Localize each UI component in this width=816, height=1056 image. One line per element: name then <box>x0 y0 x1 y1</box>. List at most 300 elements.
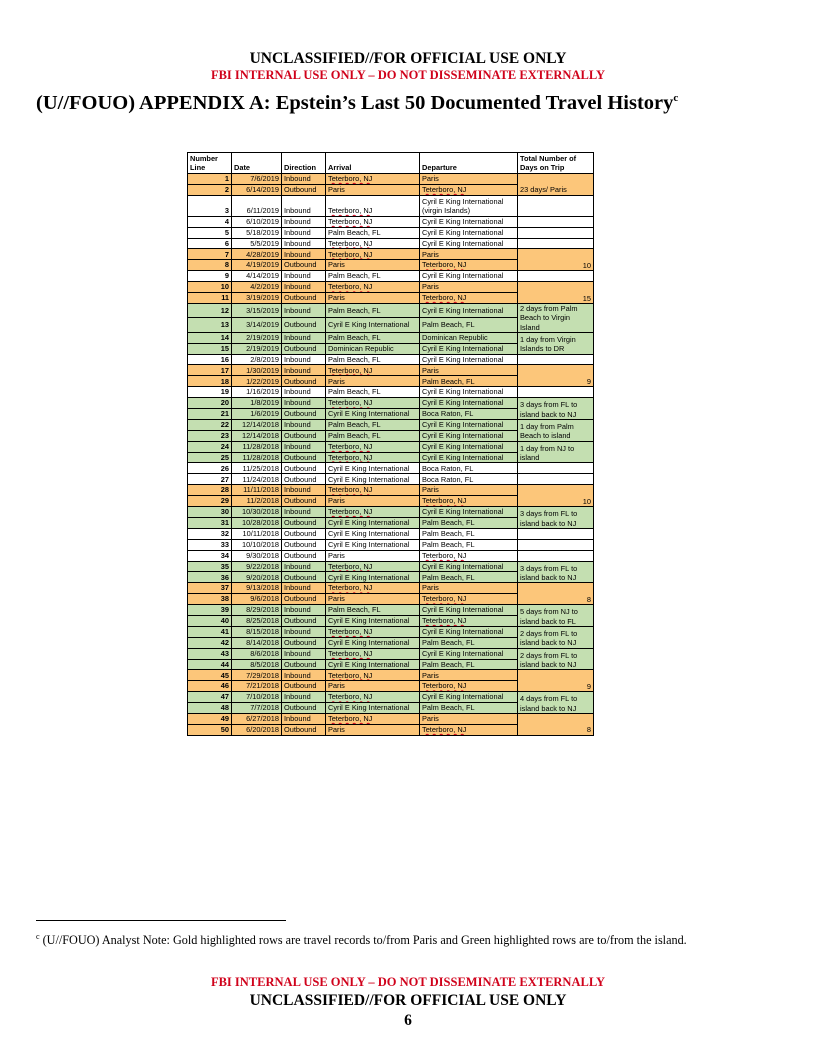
cell-arrival <box>326 441 420 452</box>
cell-number: 17 <box>188 365 232 376</box>
cell-arrival: Paris <box>326 681 420 692</box>
cell-arrival: Palm Beach, FL <box>326 332 420 343</box>
cell-total-days <box>518 227 594 238</box>
cell-number: 8 <box>188 260 232 271</box>
table-row <box>188 365 594 376</box>
cell-number: 28 <box>188 485 232 496</box>
cell-number: 21 <box>188 409 232 420</box>
cell-date: 9/22/2018 <box>232 561 282 572</box>
table-row <box>188 249 594 260</box>
cell-number: 34 <box>188 550 232 561</box>
cell-direction: Inbound <box>282 271 326 282</box>
cell-total-days: 5 days from NJ to island back to FL <box>518 605 594 627</box>
cell-number: 35 <box>188 561 232 572</box>
table-row <box>188 354 594 365</box>
header-total-days: Total Number of Days on Trip <box>518 153 594 174</box>
cell-date: 6/11/2019 <box>232 195 282 216</box>
cell-arrival: Cyril E King International <box>326 474 420 485</box>
cell-number: 19 <box>188 387 232 398</box>
cell-number: 31 <box>188 517 232 528</box>
cell-date: 8/29/2018 <box>232 605 282 616</box>
spellcheck-underlined-text: Teterboro, NJ <box>328 670 373 680</box>
table-row <box>188 583 594 594</box>
cell-date: 2/8/2019 <box>232 354 282 365</box>
table-row <box>188 539 594 550</box>
cell-total-days: 2 days from Palm Beach to Virgin Island <box>518 303 594 332</box>
cell-direction: Inbound <box>282 561 326 572</box>
spellcheck-underlined-text: Teterboro, NJ <box>328 626 373 636</box>
cell-date: 10/10/2018 <box>232 539 282 550</box>
cell-number: 12 <box>188 303 232 317</box>
cell-direction: Inbound <box>282 249 326 260</box>
spellcheck-underlined-text: Teterboro, NJ <box>328 249 373 259</box>
cell-date: 7/29/2018 <box>232 670 282 681</box>
cell-arrival <box>326 238 420 249</box>
spellcheck-underlined-text: Teterboro, NJ <box>328 174 373 184</box>
spellcheck-underlined-text: Teterboro, NJ <box>422 496 467 506</box>
spellcheck-underlined-text: Teterboro, NJ <box>328 365 373 375</box>
cell-arrival: Paris <box>326 496 420 507</box>
cell-departure: Paris <box>420 365 518 376</box>
cell-arrival <box>326 365 420 376</box>
cell-number: 26 <box>188 463 232 474</box>
cell-departure <box>420 681 518 692</box>
spellcheck-underlined-text: Teterboro, NJ <box>328 441 373 451</box>
cell-arrival: Paris <box>326 260 420 271</box>
cell-date: 7/10/2018 <box>232 692 282 703</box>
table-row <box>188 605 594 616</box>
cell-arrival: Palm Beach, FL <box>326 605 420 616</box>
cell-arrival <box>326 692 420 703</box>
cell-date: 9/30/2018 <box>232 550 282 561</box>
cell-number: 10 <box>188 282 232 293</box>
table-row <box>188 561 594 572</box>
cell-date: 6/27/2018 <box>232 713 282 724</box>
cell-direction: Inbound <box>282 419 326 430</box>
cell-direction: Outbound <box>282 572 326 583</box>
cell-departure: Cyril E King International <box>420 441 518 452</box>
cell-direction: Outbound <box>282 517 326 528</box>
cell-arrival <box>326 452 420 463</box>
cell-total-days: 10 <box>518 249 594 271</box>
cell-number: 6 <box>188 238 232 249</box>
cell-departure: Paris <box>420 249 518 260</box>
spellcheck-underlined-text: Teterboro, NJ <box>328 648 373 658</box>
cell-departure: Cyril E King International <box>420 626 518 637</box>
cell-arrival: Cyril E King International <box>326 517 420 528</box>
spellcheck-underlined-text: Teterboro, NJ <box>328 583 373 593</box>
cell-number: 2 <box>188 184 232 195</box>
cell-arrival: Cyril E King International <box>326 318 420 332</box>
spellcheck-underlined-text: Teterboro, NJ <box>328 282 373 292</box>
cell-arrival: Cyril E King International <box>326 637 420 648</box>
cell-number: 27 <box>188 474 232 485</box>
cell-departure: Palm Beach, FL <box>420 659 518 670</box>
cell-date: 6/14/2019 <box>232 184 282 195</box>
table-row <box>188 271 594 282</box>
cell-number: 23 <box>188 430 232 441</box>
title-footnote-mark: c <box>673 92 679 105</box>
cell-number: 42 <box>188 637 232 648</box>
footnote-text: (U//FOUO) Analyst Note: Gold highlighted rows are travel records to/from Paris and Green highlighted rows are to/from the island. <box>39 933 687 948</box>
cell-date: 11/24/2018 <box>232 474 282 485</box>
table-row <box>188 441 594 452</box>
cell-total-days: 3 days from FL to island back to NJ <box>518 561 594 583</box>
table-row <box>188 507 594 518</box>
cell-number: 40 <box>188 615 232 626</box>
cell-direction: Outbound <box>282 681 326 692</box>
cell-departure: Palm Beach, FL <box>420 637 518 648</box>
spellcheck-underlined-text: Teterboro, NJ <box>328 485 373 495</box>
cell-total-days <box>518 387 594 398</box>
cell-arrival: Cyril E King International <box>326 528 420 539</box>
cell-number: 4 <box>188 216 232 227</box>
cell-arrival <box>326 670 420 681</box>
spellcheck-underlined-text: Teterboro, NJ <box>328 216 373 226</box>
cell-arrival <box>326 216 420 227</box>
cell-arrival: Palm Beach, FL <box>326 227 420 238</box>
cell-direction: Outbound <box>282 724 326 735</box>
cell-departure <box>420 496 518 507</box>
cell-arrival: Palm Beach, FL <box>326 303 420 317</box>
cell-number: 33 <box>188 539 232 550</box>
cell-arrival <box>326 174 420 185</box>
spellcheck-underlined-text: Teterboro, NJ <box>422 725 467 734</box>
spellcheck-underlined-text: Teterboro, NJ <box>422 616 467 626</box>
spellcheck-underlined-text: Teterboro, NJ <box>422 185 467 195</box>
cell-arrival: Palm Beach, FL <box>326 354 420 365</box>
cell-date: 2/19/2019 <box>232 343 282 354</box>
cell-date: 9/6/2018 <box>232 594 282 605</box>
spellcheck-underlined-text: Teterboro, NJ <box>328 561 373 571</box>
cell-total-days: 2 days from FL to island back to NJ <box>518 648 594 670</box>
spellcheck-underlined-text: Teterboro, NJ <box>328 692 373 702</box>
table-row <box>188 174 594 185</box>
cell-arrival: Palm Beach, FL <box>326 387 420 398</box>
cell-number: 13 <box>188 318 232 332</box>
cell-number: 29 <box>188 496 232 507</box>
cell-number: 1 <box>188 174 232 185</box>
spellcheck-underlined-text: Teterboro, NJ <box>422 260 467 270</box>
dissemination-header: FBI INTERNAL USE ONLY – DO NOT DISSEMINATE EXTERNALLY <box>210 68 606 82</box>
cell-number: 37 <box>188 583 232 594</box>
cell-direction: Outbound <box>282 343 326 354</box>
cell-direction: Outbound <box>282 260 326 271</box>
cell-departure: Cyril E King International <box>420 430 518 441</box>
cell-departure: Paris <box>420 670 518 681</box>
cell-date: 6/20/2018 <box>232 724 282 735</box>
cell-total-days <box>518 216 594 227</box>
table-row <box>188 195 594 216</box>
cell-direction: Inbound <box>282 626 326 637</box>
travel-history-table <box>187 152 594 736</box>
table-row <box>188 282 594 293</box>
page-title <box>36 92 678 115</box>
cell-direction: Inbound <box>282 282 326 293</box>
cell-arrival: Palm Beach, FL <box>326 419 420 430</box>
spellcheck-underlined-text: Teterboro, NJ <box>328 206 373 216</box>
cell-arrival: Dominican Republic <box>326 343 420 354</box>
cell-arrival <box>326 398 420 409</box>
cell-number: 32 <box>188 528 232 539</box>
cell-departure: Palm Beach, FL <box>420 703 518 714</box>
cell-number: 46 <box>188 681 232 692</box>
cell-departure: Boca Raton, FL <box>420 409 518 420</box>
table-row <box>188 626 594 637</box>
cell-date: 10/30/2018 <box>232 507 282 518</box>
header-departure: Departure <box>420 153 518 174</box>
cell-departure <box>420 184 518 195</box>
cell-direction: Outbound <box>282 550 326 561</box>
cell-arrival <box>326 583 420 594</box>
cell-number: 47 <box>188 692 232 703</box>
header-arrival: Arrival <box>326 153 420 174</box>
cell-total-days: 3 days from FL to island back to NJ <box>518 507 594 529</box>
cell-direction: Outbound <box>282 528 326 539</box>
cell-departure <box>420 260 518 271</box>
cell-departure: Paris <box>420 282 518 293</box>
cell-departure: Paris <box>420 713 518 724</box>
classification-header: UNCLASSIFIED//FOR OFFICIAL USE ONLY <box>249 50 567 67</box>
cell-number: 24 <box>188 441 232 452</box>
cell-departure: Cyril E King International <box>420 216 518 227</box>
cell-arrival <box>326 485 420 496</box>
cell-total-days: 1 day from NJ to island <box>518 441 594 463</box>
cell-total-days: 9 <box>518 670 594 692</box>
cell-date: 11/28/2018 <box>232 452 282 463</box>
cell-direction: Outbound <box>282 463 326 474</box>
cell-date: 4/28/2019 <box>232 249 282 260</box>
cell-total-days: 8 <box>518 713 594 735</box>
page-title-text: (U//FOUO) APPENDIX A: Epstein’s Last 50 Documented Travel History <box>36 92 674 114</box>
cell-direction: Outbound <box>282 376 326 387</box>
spellcheck-underlined-text: Teterboro, NJ <box>328 714 373 724</box>
cell-direction: Inbound <box>282 174 326 185</box>
cell-direction: Inbound <box>282 713 326 724</box>
cell-number: 30 <box>188 507 232 518</box>
cell-direction: Outbound <box>282 293 326 304</box>
cell-arrival: Cyril E King International <box>326 703 420 714</box>
spellcheck-underlined-text: Teterboro, NJ <box>328 452 373 462</box>
cell-date: 4/19/2019 <box>232 260 282 271</box>
cell-direction: Inbound <box>282 670 326 681</box>
cell-number: 38 <box>188 594 232 605</box>
footnote <box>36 930 780 947</box>
cell-arrival <box>326 713 420 724</box>
cell-date: 6/10/2019 <box>232 216 282 227</box>
cell-total-days <box>518 195 594 216</box>
cell-number: 7 <box>188 249 232 260</box>
cell-date: 4/2/2019 <box>232 282 282 293</box>
cell-date: 1/6/2019 <box>232 409 282 420</box>
cell-departure: Palm Beach, FL <box>420 528 518 539</box>
cell-arrival: Paris <box>326 594 420 605</box>
cell-number: 25 <box>188 452 232 463</box>
cell-date: 11/11/2018 <box>232 485 282 496</box>
table-row <box>188 216 594 227</box>
cell-number: 3 <box>188 195 232 216</box>
cell-departure <box>420 724 518 735</box>
cell-departure <box>420 594 518 605</box>
cell-total-days <box>518 238 594 249</box>
cell-direction: Inbound <box>282 303 326 317</box>
cell-total-days <box>518 463 594 474</box>
cell-total-days: 23 days/ Paris <box>518 174 594 196</box>
table-body <box>188 174 594 736</box>
cell-date: 7/6/2019 <box>232 174 282 185</box>
cell-date: 8/5/2018 <box>232 659 282 670</box>
table-row <box>188 398 594 409</box>
cell-number: 5 <box>188 227 232 238</box>
cell-total-days <box>518 271 594 282</box>
cell-date: 8/15/2018 <box>232 626 282 637</box>
cell-departure: Palm Beach, FL <box>420 517 518 528</box>
cell-departure: Cyril E King International <box>420 561 518 572</box>
cell-total-days: 9 <box>518 365 594 387</box>
cell-total-days <box>518 539 594 550</box>
cell-direction: Outbound <box>282 409 326 420</box>
cell-arrival <box>326 249 420 260</box>
table-row <box>188 238 594 249</box>
footnote-divider <box>36 920 286 921</box>
table-row <box>188 528 594 539</box>
cell-date: 8/25/2018 <box>232 615 282 626</box>
spellcheck-underlined-text: Teterboro, NJ <box>422 681 467 691</box>
cell-total-days: 15 <box>518 282 594 304</box>
cell-direction: Outbound <box>282 474 326 485</box>
cell-departure: Cyril E King International <box>420 605 518 616</box>
cell-number: 44 <box>188 659 232 670</box>
cell-arrival: Paris <box>326 293 420 304</box>
cell-departure <box>420 293 518 304</box>
cell-direction: Outbound <box>282 703 326 714</box>
cell-direction: Inbound <box>282 365 326 376</box>
cell-number: 36 <box>188 572 232 583</box>
cell-direction: Inbound <box>282 354 326 365</box>
cell-departure: Palm Beach, FL <box>420 572 518 583</box>
cell-departure: Palm Beach, FL <box>420 376 518 387</box>
cell-arrival <box>326 561 420 572</box>
cell-departure: Cyril E King International <box>420 419 518 430</box>
table-header-row <box>188 153 594 174</box>
cell-departure <box>420 615 518 626</box>
table-row <box>188 474 594 485</box>
cell-direction: Outbound <box>282 318 326 332</box>
cell-departure: Paris <box>420 485 518 496</box>
cell-number: 11 <box>188 293 232 304</box>
cell-departure: Cyril E King International <box>420 507 518 518</box>
cell-number: 15 <box>188 343 232 354</box>
cell-direction: Inbound <box>282 195 326 216</box>
cell-arrival: Cyril E King International <box>326 539 420 550</box>
cell-total-days: 4 days from FL to island back to NJ <box>518 692 594 714</box>
cell-date: 9/20/2018 <box>232 572 282 583</box>
cell-arrival: Cyril E King International <box>326 409 420 420</box>
cell-date: 8/6/2018 <box>232 648 282 659</box>
cell-direction: Inbound <box>282 583 326 594</box>
cell-departure: Paris <box>420 174 518 185</box>
cell-departure: Boca Raton, FL <box>420 463 518 474</box>
table-row <box>188 332 594 343</box>
cell-number: 48 <box>188 703 232 714</box>
cell-direction: Outbound <box>282 594 326 605</box>
cell-date: 3/19/2019 <box>232 293 282 304</box>
cell-departure: Cyril E King International <box>420 271 518 282</box>
cell-direction: Inbound <box>282 238 326 249</box>
table-row <box>188 713 594 724</box>
cell-date: 5/18/2019 <box>232 227 282 238</box>
cell-number: 49 <box>188 713 232 724</box>
cell-direction: Inbound <box>282 227 326 238</box>
cell-arrival: Cyril E King International <box>326 615 420 626</box>
cell-total-days <box>518 474 594 485</box>
table-row <box>188 419 594 430</box>
table-row <box>188 463 594 474</box>
cell-direction: Inbound <box>282 648 326 659</box>
spellcheck-underlined-text: Teterboro, NJ <box>328 507 373 517</box>
spellcheck-underlined-text: Teterboro, NJ <box>328 238 373 248</box>
cell-total-days: 10 <box>518 485 594 507</box>
cell-date: 11/25/2018 <box>232 463 282 474</box>
cell-number: 22 <box>188 419 232 430</box>
cell-arrival: Paris <box>326 376 420 387</box>
cell-total-days: 2 days from FL to island back to NJ <box>518 626 594 648</box>
spellcheck-underlined-text: Teterboro, NJ <box>328 398 373 408</box>
cell-departure: Cyril E King International <box>420 692 518 703</box>
cell-arrival: Paris <box>326 724 420 735</box>
cell-direction: Inbound <box>282 605 326 616</box>
table-row <box>188 227 594 238</box>
cell-total-days <box>518 550 594 561</box>
cell-date: 5/5/2019 <box>232 238 282 249</box>
cell-total-days <box>518 354 594 365</box>
cell-departure <box>420 550 518 561</box>
cell-arrival: Cyril E King International <box>326 463 420 474</box>
cell-number: 50 <box>188 724 232 735</box>
cell-direction: Outbound <box>282 637 326 648</box>
cell-total-days <box>518 528 594 539</box>
cell-number: 18 <box>188 376 232 387</box>
table-row <box>188 303 594 317</box>
cell-date: 1/22/2019 <box>232 376 282 387</box>
cell-arrival <box>326 648 420 659</box>
cell-departure: Palm Beach, FL <box>420 318 518 332</box>
cell-number: 39 <box>188 605 232 616</box>
cell-arrival: Palm Beach, FL <box>326 430 420 441</box>
table-row <box>188 670 594 681</box>
cell-departure: Cyril E King International <box>420 343 518 354</box>
header-number-line: Number Line <box>188 153 232 174</box>
cell-direction: Outbound <box>282 184 326 195</box>
cell-total-days: 8 <box>518 583 594 605</box>
cell-departure: Boca Raton, FL <box>420 474 518 485</box>
cell-total-days: 1 day from Virgin Islands to DR <box>518 332 594 354</box>
table-row <box>188 387 594 398</box>
cell-date: 7/21/2018 <box>232 681 282 692</box>
cell-direction: Outbound <box>282 430 326 441</box>
cell-total-days: 1 day from Palm Beach to island <box>518 419 594 441</box>
cell-direction: Outbound <box>282 539 326 550</box>
cell-direction: Inbound <box>282 692 326 703</box>
cell-date: 1/16/2019 <box>232 387 282 398</box>
cell-departure: Cyril E King International <box>420 452 518 463</box>
cell-departure: Cyril E King International <box>420 354 518 365</box>
header-direction: Direction <box>282 153 326 174</box>
cell-departure: Cyril E King International (virgin Islands) <box>420 195 518 216</box>
cell-date: 4/14/2019 <box>232 271 282 282</box>
cell-direction: Inbound <box>282 507 326 518</box>
footnote-mark: c <box>36 932 40 941</box>
